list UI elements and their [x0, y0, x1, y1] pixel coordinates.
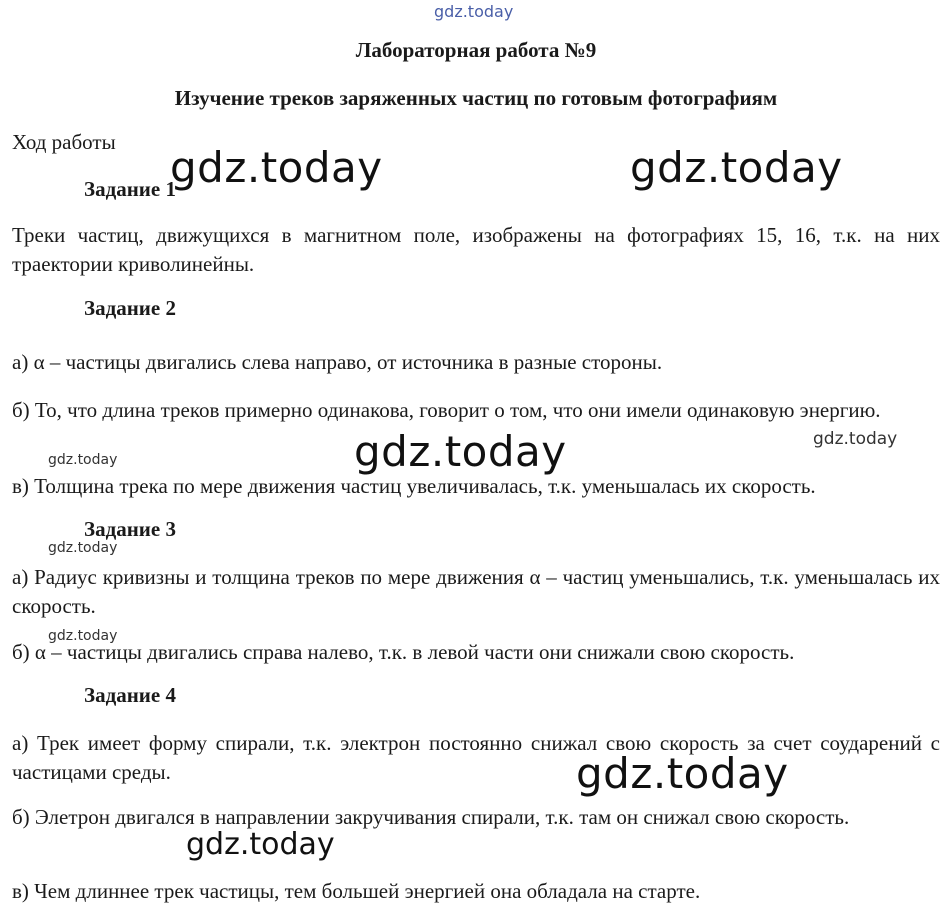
task-4-heading: Задание 4: [84, 683, 176, 707]
page-title: Лабораторная работа №9: [355, 38, 597, 62]
watermark-top: gdz.today: [434, 2, 514, 21]
task-2-paragraph-c: в) Толщина трека по мере движения частиц увеличивалась, т.к. уменьшалась их скорость.: [12, 474, 816, 498]
watermark: gdz.today: [48, 540, 118, 556]
watermark: gdz.today: [48, 452, 118, 468]
watermark: gdz.today: [48, 628, 118, 644]
intro-label: Ход работы: [12, 130, 116, 154]
task-4-paragraph-a: а) Трек имеет форму спирали, т.к. электрон постоянно снижал свою скорость за счет соударений с частицами среды.: [12, 731, 940, 784]
task-4-paragraph-b: б) Элетрон двигался в направлении закручивания спирали, т.к. там он снижал свою скорость.: [12, 805, 850, 829]
task-3-paragraph-a: а) Радиус кривизны и толщина треков по мере движения α – частиц уменьшались, т.к. уменьшалась их скорость.: [12, 565, 940, 618]
watermark: gdz.today: [186, 827, 335, 862]
watermark: gdz.today: [354, 427, 567, 476]
task-1-heading: Задание 1: [84, 177, 176, 201]
page-subtitle: Изучение треков заряженных частиц по готовым фотографиям: [174, 86, 778, 110]
task-2-heading: Задание 2: [84, 296, 176, 320]
task-2-paragraph-b: б) То, что длина треков примерно одинакова, говорит о том, что они имели одинаковую энергию.: [12, 398, 881, 422]
watermark: gdz.today: [630, 143, 843, 192]
watermark: gdz.today: [813, 429, 898, 449]
task-3-heading: Задание 3: [84, 517, 176, 541]
task-2-paragraph-a: а) α – частицы двигались слева направо, от источника в разные стороны.: [12, 350, 663, 374]
task-4-paragraph-c: в) Чем длиннее трек частицы, тем большей энергией она обладала на старте.: [12, 879, 701, 903]
watermark: gdz.today: [170, 143, 383, 192]
task-1-paragraph: Треки частиц, движущихся в магнитном поле, изображены на фотографиях 15, 16, т.к. на них траектории криволинейны.: [12, 223, 940, 276]
task-3-paragraph-b: б) α – частицы двигались справа налево, т.к. в левой части они снижали свою скорость.: [12, 640, 795, 664]
watermark: gdz.today: [576, 749, 789, 798]
